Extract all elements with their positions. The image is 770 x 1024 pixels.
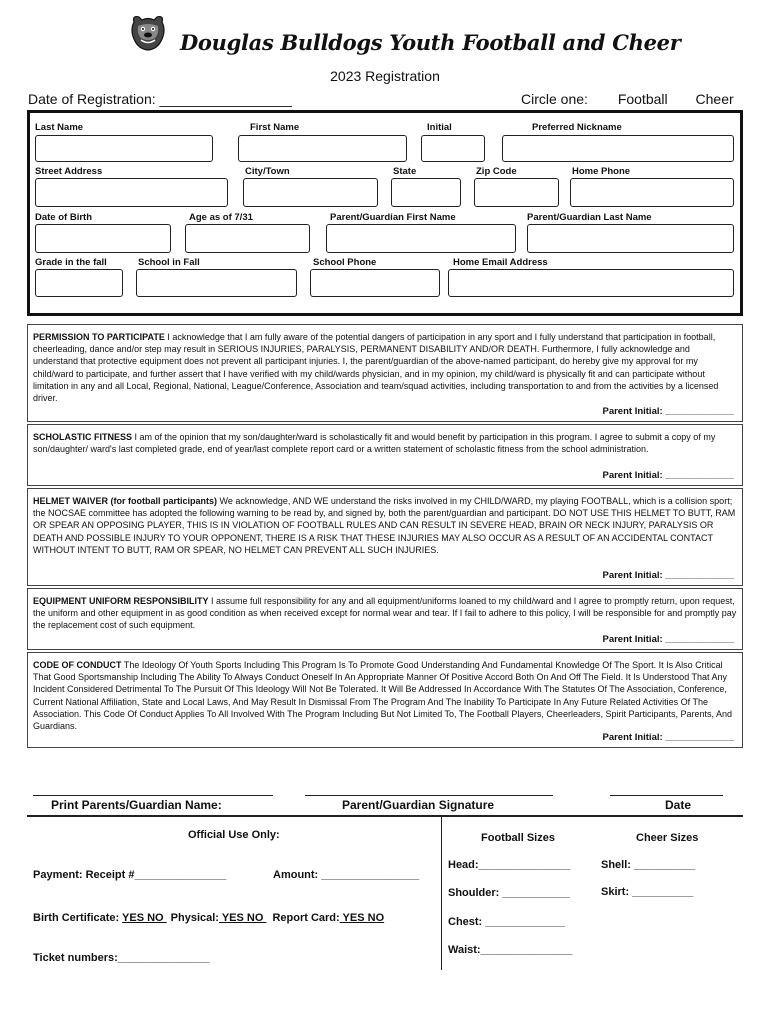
bulldog-logo-icon [128,12,168,52]
equipment-body: I assume full responsibility for any and all equipment/uniforms loaned to my child/ward and I agree to promptly return, upon request, the uniform and other equipment in as good condition as when received except for normal wear and tear. If I fail to adhere to this policy, I will be responsible for and promptly pay the replacement cost of such equipment. [33,596,737,631]
helmet-body: We acknowledge, AND WE understand the risks involved in my CHILD/WARD, my playing FOOTBALL, which is a collision sport; the NOCSAE committee has adopted the following warning to be read by, and signed by, both the parent/guardian and participant. DO NOT USE THIS HELMET TO BUTT, RAM OR SPEAR AN OPPOSING PLAYER, THIS IS IN VIOLATION OF FOOTBALL RULES AND CAN RESULT IN SEVERE HEAD, BRAIN OR NECK INJURY, PARALYSIS OR DEATH AND POSSIBLE INJURY TO YOUR OPPONENT, THERE IS A RISK THAT THESE INJURIES MAY ALSO OCCUR AS A RESULT OF AN ACCIDENTAL CONTACT WITHOUT INTENT TO BUTT, RAM OR SPEAR, NO HELMET CAN PREVENT ALL SUCH INJURIES. [33,496,736,555]
city-town-input[interactable] [243,178,378,207]
last-name-input[interactable] [35,135,213,162]
equipment-section [27,588,743,650]
skirt-size-field[interactable]: Skirt: __________ [601,886,694,898]
state-label: State [393,166,417,177]
equipment-heading: EQUIPMENT UNIFORM RESPONSIBILITY [33,596,209,606]
street-address-label: Street Address [35,166,103,177]
vertical-divider [441,817,442,970]
participant-info-box [27,110,743,316]
age-input[interactable] [185,224,310,253]
parent-first-name-label: Parent/Guardian First Name [330,212,456,223]
option-cheer[interactable]: Cheer [695,91,734,107]
circle-one-label: Circle one: [521,91,588,107]
grade-input[interactable] [35,269,123,297]
divider-line [27,815,743,817]
print-name-label: Print Parents/Guardian Name: [51,798,222,812]
permission-section [27,324,743,422]
print-name-line[interactable] [33,795,273,796]
helmet-parent-initial[interactable]: Parent Initial: _____________ [602,569,734,581]
street-address-input[interactable] [35,178,228,207]
scholastic-section [27,424,743,486]
state-input[interactable] [391,178,461,207]
conduct-parent-initial[interactable]: Parent Initial: _____________ [602,731,734,743]
permission-parent-initial[interactable]: Parent Initial: _____________ [602,405,734,417]
city-town-label: City/Town [245,166,290,177]
helmet-heading: HELMET WAIVER (for football participants) [33,496,217,506]
amount-field[interactable]: Amount: ________________ [273,869,420,881]
shell-size-field[interactable]: Shell: __________ [601,859,696,871]
head-size-field[interactable]: Head:_______________ [448,859,571,871]
home-email-input[interactable] [448,269,734,297]
date-line[interactable] [610,795,723,796]
zip-code-label: Zip Code [476,166,517,177]
permission-heading: PERMISSION TO PARTICIPATE [33,332,165,342]
conduct-heading: CODE OF CONDUCT [33,660,122,670]
date-of-birth-input[interactable] [35,224,171,253]
permission-body: I acknowledge that I am fully aware of the potential dangers of participation in any sport and I fully understand that participation in football, cheerleading, dance and/or step may result in SERIOUS INJURIES, PARALYSIS, PERMANENT DISABILITY AND/OR DEATH. Furthermore, I fully acknowledge and understand that protective equipment does not prevent all participant injuries. I, the parent/guardian of the above-named participant, do hereby give my approval for my child/ward to participate, and further assert that I have verified with my child/wards physician, and in my opinion, my child/ward is physically fit and can participate without limitation in any and all Local, Regional, National, League/Conference, Association and team/squad activities, including transportation to and from the activities by a licensed driver. [33,332,719,404]
first-name-input[interactable] [238,135,407,162]
football-sizes-heading: Football Sizes [481,832,555,844]
waist-size-field[interactable]: Waist:_______________ [448,944,573,956]
home-email-label: Home Email Address [453,257,548,268]
grade-label: Grade in the fall [35,257,107,268]
school-label: School in Fall [138,257,200,268]
report-card-label: Report Card: [272,912,340,924]
scholastic-heading: SCHOLASTIC FITNESS [33,432,133,442]
home-phone-input[interactable] [570,178,734,207]
signature-line[interactable] [305,795,553,796]
circle-one-row [521,91,734,107]
scholastic-parent-initial[interactable]: Parent Initial: _____________ [602,469,734,481]
form-subtitle: 2023 Registration [330,68,440,84]
school-phone-label: School Phone [313,257,377,268]
option-football[interactable]: Football [617,91,668,107]
conduct-body: The Ideology Of Youth Sports Including This Program Is To Promote Good Understanding And Fundamental Knowledge Of The Sport. It Is Also Critical That Good Sportsmanship Including The Ability To Always Conduct Oneself In An Appropriate Manner Of Positive Accord Both On And Off The Field. It Is Understood That Any Incident Considered Detrimental To The Pursuit Of This Ideology Will Not Be Tolerated. It Will Be Addressed In Accordance With The Statutes Of The Association, Conference, Current National Affiliation, State and Local Laws, And May Result In Dismissal From The Program And The Inability To Participate In Any Future Related Activities Of The Association. This Code Of Conduct Applies To All Involved With The Program Including But Not Limited To, The Football Players, Cheerleaders, Spirit Participants, Parents, And Guardians. [33,660,733,732]
birth-certificate-yes-no[interactable]: YES NO [122,912,167,924]
physical-yes-no[interactable]: YES NO [218,912,267,924]
preferred-nickname-label: Preferred Nickname [532,122,622,133]
report-card-yes-no[interactable]: YES NO [339,912,385,924]
zip-code-input[interactable] [474,178,559,207]
last-name-label: Last Name [35,122,84,133]
scholastic-body: I am of the opinion that my son/daughter/ward is scholastically fit and would benefit by participation in this program. I agree to submit a copy of my son/daughter/ ward's last completed grade, end of year/last complete report card or a written statement of scholastic fitness from the school administration. [33,432,716,455]
conduct-section [27,652,743,748]
physical-label: Physical: [170,912,219,924]
date-of-birth-label: Date of Birth [35,212,92,223]
school-input[interactable] [136,269,297,297]
first-name-label: First Name [250,122,300,133]
cheer-sizes-heading: Cheer Sizes [636,832,699,844]
chest-size-field[interactable]: Chest: _____________ [448,916,565,928]
initial-label: Initial [427,122,452,133]
parent-last-name-input[interactable] [527,224,734,253]
payment-receipt-field[interactable]: Payment: Receipt #_______________ [33,869,227,881]
official-use-heading: Official Use Only: [188,829,280,841]
helmet-section [27,488,743,586]
form-title: Douglas Bulldogs Youth Football and Cheer [180,30,681,55]
parent-first-name-input[interactable] [326,224,516,253]
date-of-registration-field[interactable]: Date of Registration: _________________ [28,91,292,107]
home-phone-label: Home Phone [572,166,631,177]
initial-input[interactable] [421,135,485,162]
checklist-row [33,912,384,924]
equipment-parent-initial[interactable]: Parent Initial: _____________ [602,633,734,645]
date-label: Date [665,798,692,812]
preferred-nickname-input[interactable] [502,135,734,162]
age-label: Age as of 7/31 [189,212,253,223]
birth-certificate-label: Birth Certificate: [33,912,120,924]
parent-last-name-label: Parent/Guardian Last Name [527,212,652,223]
signature-label: Parent/Guardian Signature [342,798,495,812]
school-phone-input[interactable] [310,269,440,297]
ticket-numbers-field[interactable]: Ticket numbers:_______________ [33,952,210,964]
shoulder-size-field[interactable]: Shoulder: ___________ [448,887,570,899]
